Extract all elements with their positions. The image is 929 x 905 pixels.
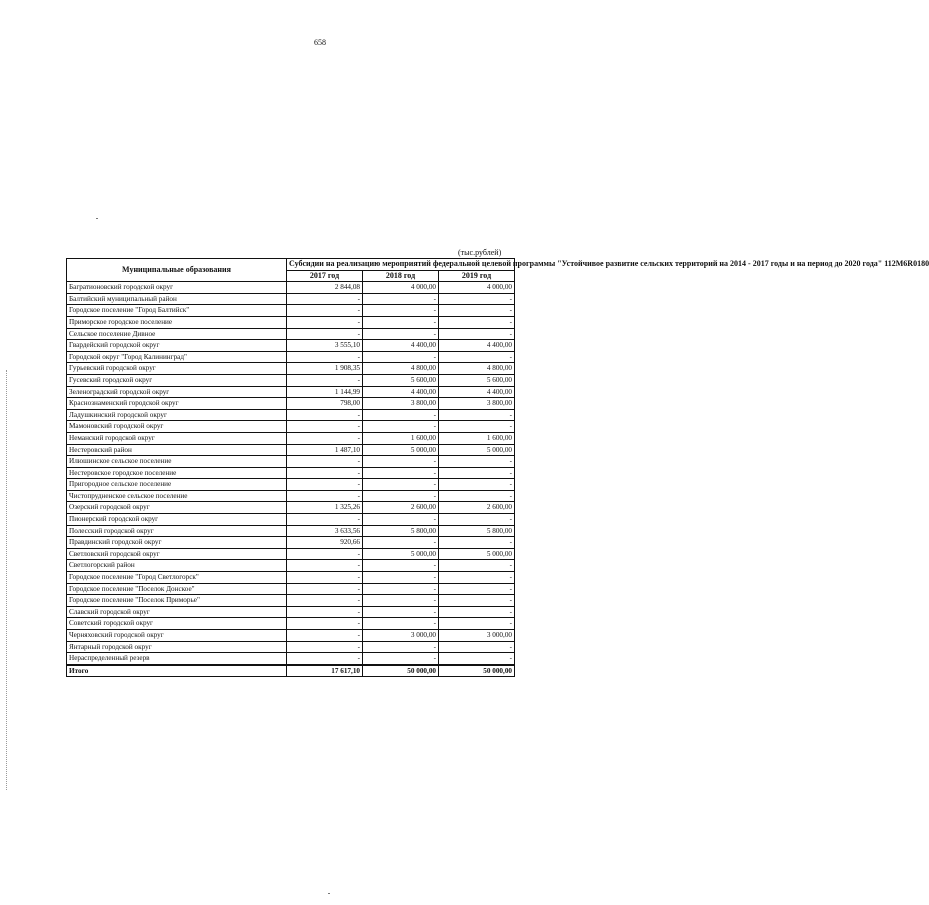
municipality-name: Нестеровский район (67, 444, 287, 456)
municipality-name: Янтарный городской округ (67, 641, 287, 653)
value-2019: - (439, 479, 515, 491)
program-header: Субсидии на реализацию мероприятий федеральной целевой программы "Устойчивое развитие сельских территорий на 2014 - 2017 годы и на период до 2020 года" 112М6R0180 (287, 259, 515, 271)
page-number: 658 (314, 38, 326, 47)
year-header-2019: 2019 год (439, 270, 515, 282)
municipality-name: Озерский городской округ (67, 502, 287, 514)
value-2018: - (363, 560, 439, 572)
table-row (67, 525, 515, 537)
total-2017: 17 617,10 (287, 665, 363, 677)
value-2018: 4 000,00 (363, 282, 439, 294)
municipality-name: Городское поселение "Поселок Приморье" (67, 595, 287, 607)
value-2018: 5 800,00 (363, 525, 439, 537)
table-row (67, 386, 515, 398)
value-2017: - (287, 630, 363, 642)
value-2017: - (287, 572, 363, 584)
value-2019: - (439, 641, 515, 653)
municipality-name: Полесский городской округ (67, 525, 287, 537)
municipality-name: Зеленоградский городской округ (67, 386, 287, 398)
value-2018: - (363, 595, 439, 607)
table-row (67, 374, 515, 386)
municipality-name: Краснознаменский городской округ (67, 398, 287, 410)
value-2019: - (439, 653, 515, 665)
table-row (67, 560, 515, 572)
table-row (67, 456, 515, 468)
value-2019: 4 800,00 (439, 363, 515, 375)
municipality-name: Городской округ "Город Калининград" (67, 351, 287, 363)
value-2017: 3 555,10 (287, 340, 363, 352)
value-2018: - (363, 641, 439, 653)
value-2018: - (363, 490, 439, 502)
value-2018: 2 600,00 (363, 502, 439, 514)
value-2019: 4 400,00 (439, 340, 515, 352)
value-2017: 2 844,08 (287, 282, 363, 294)
table-row (67, 572, 515, 584)
value-2019: - (439, 514, 515, 526)
value-2018: 5 600,00 (363, 374, 439, 386)
municipality-name: Пригородное сельское поселение (67, 479, 287, 491)
table-row (67, 340, 515, 352)
table-row (67, 618, 515, 630)
value-2018: - (363, 572, 439, 584)
municipality-name: Гвардейский городской округ (67, 340, 287, 352)
value-2017: - (287, 618, 363, 630)
total-row (67, 665, 515, 677)
table-row (67, 444, 515, 456)
value-2018: 1 600,00 (363, 432, 439, 444)
value-2018: - (363, 351, 439, 363)
municipality-name: Пионерский городской округ (67, 514, 287, 526)
table-row (67, 467, 515, 479)
value-2018: - (363, 467, 439, 479)
table-row (67, 328, 515, 340)
table-row (67, 409, 515, 421)
table-row (67, 514, 515, 526)
table-row (67, 490, 515, 502)
table-row (67, 548, 515, 560)
total-2019: 50 000,00 (439, 665, 515, 677)
value-2017: - (287, 456, 363, 468)
units-label: (тыс.рублей) (458, 248, 502, 257)
value-2018: - (363, 537, 439, 549)
value-2017: - (287, 583, 363, 595)
table-row (67, 363, 515, 375)
value-2017: - (287, 328, 363, 340)
value-2017: - (287, 479, 363, 491)
value-2019: - (439, 305, 515, 317)
municipality-name: Сельское поселение Дивное (67, 328, 287, 340)
municipality-name: Гусевский городской округ (67, 374, 287, 386)
value-2017: 1 487,10 (287, 444, 363, 456)
value-2018: 4 400,00 (363, 386, 439, 398)
municipality-name: Правдинский городской округ (67, 537, 287, 549)
value-2017: - (287, 653, 363, 665)
scan-speck (96, 218, 98, 219)
value-2019: 1 600,00 (439, 432, 515, 444)
value-2019: 4 400,00 (439, 386, 515, 398)
value-2019: - (439, 572, 515, 584)
value-2019: 5 000,00 (439, 548, 515, 560)
value-2019: - (439, 409, 515, 421)
value-2017: - (287, 432, 363, 444)
value-2017: - (287, 316, 363, 328)
value-2018: - (363, 583, 439, 595)
table-row (67, 583, 515, 595)
municipality-name: Ладушкинский городской округ (67, 409, 287, 421)
municipality-name: Черняховский городской округ (67, 630, 287, 642)
scan-speck (328, 893, 330, 894)
table-row (67, 351, 515, 363)
value-2017: - (287, 421, 363, 433)
scan-margin-marks (6, 370, 8, 790)
municipality-name: Светловский городской округ (67, 548, 287, 560)
value-2019: - (439, 467, 515, 479)
municipality-name: Городское поселение "Поселок Донское" (67, 583, 287, 595)
table-row (67, 293, 515, 305)
value-2017: - (287, 595, 363, 607)
municipality-name: Нераспределенный резерв (67, 653, 287, 665)
value-2018: - (363, 409, 439, 421)
value-2018: - (363, 305, 439, 317)
year-header-2017: 2017 год (287, 270, 363, 282)
municipality-name: Славский городской округ (67, 606, 287, 618)
subsidy-table (66, 258, 929, 677)
municipality-name: Светлогорский район (67, 560, 287, 572)
value-2018: 3 000,00 (363, 630, 439, 642)
municipality-header: Муниципальные образования (67, 259, 287, 282)
value-2018: 4 400,00 (363, 340, 439, 352)
value-2017: 920,66 (287, 537, 363, 549)
value-2017: - (287, 374, 363, 386)
value-2018: - (363, 328, 439, 340)
municipality-name: Гурьевский городской округ (67, 363, 287, 375)
value-2019: - (439, 351, 515, 363)
value-2019: 2 600,00 (439, 502, 515, 514)
municipality-name: Приморское городское поселение (67, 316, 287, 328)
value-2017: 3 633,56 (287, 525, 363, 537)
value-2018: 3 800,00 (363, 398, 439, 410)
table-row (67, 421, 515, 433)
value-2017: - (287, 293, 363, 305)
value-2017: - (287, 467, 363, 479)
municipality-name: Городское поселение "Город Балтийск" (67, 305, 287, 317)
value-2018: 5 000,00 (363, 548, 439, 560)
table-row (67, 282, 515, 294)
total-2018: 50 000,00 (363, 665, 439, 677)
value-2019: - (439, 606, 515, 618)
value-2018: - (363, 479, 439, 491)
value-2017: - (287, 548, 363, 560)
table-body (67, 282, 515, 677)
year-header-2018: 2018 год (363, 270, 439, 282)
value-2019: - (439, 293, 515, 305)
value-2019: - (439, 537, 515, 549)
value-2018: - (363, 606, 439, 618)
value-2017: 798,00 (287, 398, 363, 410)
table-row (67, 316, 515, 328)
value-2019: - (439, 328, 515, 340)
value-2019: - (439, 316, 515, 328)
table-row (67, 432, 515, 444)
value-2018: - (363, 421, 439, 433)
value-2019: - (439, 421, 515, 433)
value-2019: 5 800,00 (439, 525, 515, 537)
value-2019: - (439, 595, 515, 607)
value-2019: - (439, 618, 515, 630)
table-row (67, 606, 515, 618)
table-row (67, 537, 515, 549)
table-row (67, 641, 515, 653)
value-2017: - (287, 560, 363, 572)
value-2019: - (439, 490, 515, 502)
table-row (67, 502, 515, 514)
municipality-name: Чистопрудненское сельское поселение (67, 490, 287, 502)
value-2017: 1 144,99 (287, 386, 363, 398)
value-2018: - (363, 514, 439, 526)
table-row (67, 479, 515, 491)
value-2019: 5 600,00 (439, 374, 515, 386)
value-2017: - (287, 305, 363, 317)
value-2019: 4 000,00 (439, 282, 515, 294)
value-2017: - (287, 490, 363, 502)
municipality-name: Нестеровское городское поселение (67, 467, 287, 479)
value-2017: - (287, 606, 363, 618)
municipality-name: Городское поселение "Город Светлогорск" (67, 572, 287, 584)
value-2018: 5 000,00 (363, 444, 439, 456)
table-row (67, 305, 515, 317)
value-2017: - (287, 351, 363, 363)
value-2017: - (287, 641, 363, 653)
total-label: Итого (67, 665, 287, 677)
table-row (67, 630, 515, 642)
value-2017: - (287, 409, 363, 421)
value-2019: - (439, 560, 515, 572)
table-row (67, 595, 515, 607)
value-2017: 1 325,26 (287, 502, 363, 514)
municipality-name: Неманский городской округ (67, 432, 287, 444)
value-2017: - (287, 514, 363, 526)
municipality-name: Балтийский муниципальный район (67, 293, 287, 305)
value-2019: - (439, 456, 515, 468)
value-2019: 5 000,00 (439, 444, 515, 456)
value-2018: - (363, 618, 439, 630)
value-2019: 3 000,00 (439, 630, 515, 642)
value-2018: - (363, 316, 439, 328)
value-2018: - (363, 293, 439, 305)
value-2018: 4 800,00 (363, 363, 439, 375)
municipality-name: Багратионовский городской округ (67, 282, 287, 294)
value-2018: - (363, 653, 439, 665)
table-row (67, 653, 515, 665)
municipality-name: Илюшинское сельское поселение (67, 456, 287, 468)
value-2019: - (439, 583, 515, 595)
municipality-name: Мамоновский городской округ (67, 421, 287, 433)
value-2018: - (363, 456, 439, 468)
table-row (67, 398, 515, 410)
municipality-name: Советский городской округ (67, 618, 287, 630)
value-2019: 3 800,00 (439, 398, 515, 410)
value-2017: 1 908,35 (287, 363, 363, 375)
